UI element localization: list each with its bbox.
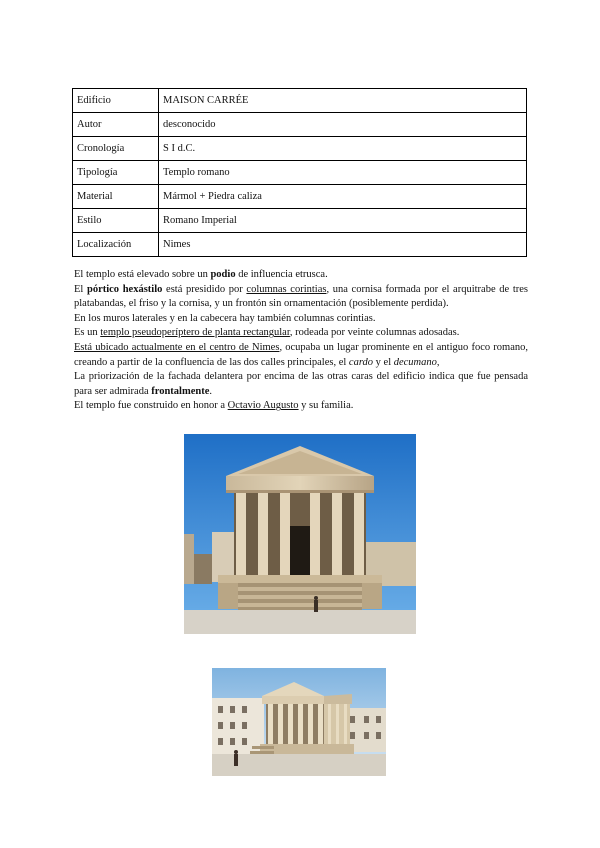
paragraph-2: El pórtico hexástilo está presidido por columnas corintias, una cornisa formada por el arquitrabe de tres platabandas, el friso y la cornisa, y un frontón sin ornamentación (posiblemente perdida). [74, 283, 528, 310]
table-label-cell: Localización [73, 233, 159, 257]
table-value-cell: S I d.C. [159, 137, 527, 161]
table-label-cell: Tipología [73, 161, 159, 185]
table-row [73, 113, 527, 137]
table-value-cell: desconocido [159, 113, 527, 137]
table-row [73, 137, 527, 161]
table-row [73, 209, 527, 233]
paragraph-3: En los muros laterales y en la cabecera hay también columnas corintias. [74, 312, 376, 324]
table-value-cell: Mármol + Piedra caliza [159, 185, 527, 209]
table-value-cell: Templo romano [159, 161, 527, 185]
table-row [73, 89, 527, 113]
table-row [73, 185, 527, 209]
table-label-cell: Estilo [73, 209, 159, 233]
paragraph-6: La priorización de la fachada delantera por encima de las otras caras del edificio indica que fue pensada para ser admirada frontalmente. [74, 371, 528, 397]
table-label-cell: Autor [73, 113, 159, 137]
table-label-cell: Cronología [73, 137, 159, 161]
paragraph-5: Está ubicado actualmente en el centro de Nimes, ocupaba un lugar prominente en el antiguo foco romano, creando a partir de la confluencia de las dos calles principales, el cardo y el decumano, [74, 341, 528, 368]
table-label-cell: Edificio [73, 89, 159, 113]
table-value-cell: Nimes [159, 233, 527, 257]
temple-front-photo [184, 434, 416, 634]
paragraph-7: El templo fue construido en honor a Octavio Augusto y su familia. [74, 400, 354, 412]
info-table [72, 88, 527, 257]
table-value-cell: MAISON CARRÉE [159, 89, 527, 113]
paragraph-4: Es un templo pseudoperíptero de planta rectangular, rodeada por veinte columnas adosadas. [74, 327, 460, 339]
body-text [74, 268, 528, 414]
table-row [73, 161, 527, 185]
table-row [73, 233, 527, 257]
table-value-cell: Romano Imperial [159, 209, 527, 233]
temple-side-photo [212, 668, 386, 776]
table-label-cell: Material [73, 185, 159, 209]
paragraph-1: El templo está elevado sobre un podio de influencia etrusca. [74, 269, 328, 280]
